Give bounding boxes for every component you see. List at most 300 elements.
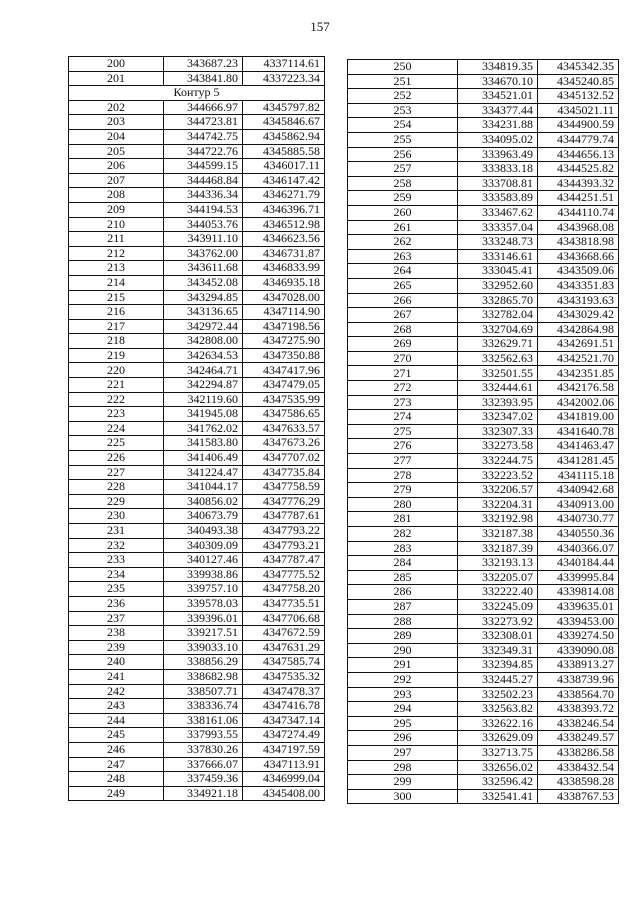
table-row: [69, 611, 325, 626]
table-row: [69, 596, 325, 611]
table-row: [348, 512, 619, 527]
y-coordinate: 4347028.00: [243, 290, 325, 305]
point-number: 219: [69, 348, 164, 363]
y-coordinate: 4346731.87: [243, 246, 325, 261]
y-coordinate: 4347793.22: [243, 524, 325, 539]
table-row: [348, 658, 619, 673]
y-coordinate: 4340550.36: [538, 527, 619, 542]
y-coordinate: 4347673.26: [243, 436, 325, 451]
y-coordinate: 4345846.67: [243, 115, 325, 130]
table-row: [69, 71, 325, 86]
x-coordinate: 344468.84: [164, 173, 243, 188]
x-coordinate: 344053.76: [164, 217, 243, 232]
y-coordinate: 4344525.82: [538, 162, 619, 177]
y-coordinate: 4346999.04: [243, 772, 325, 787]
x-coordinate: 342294.87: [164, 378, 243, 393]
y-coordinate: 4347775.52: [243, 567, 325, 582]
coordinates-table-right: [347, 59, 619, 804]
point-number: 241: [69, 669, 164, 684]
x-coordinate: 340856.02: [164, 494, 243, 509]
x-coordinate: 332307.33: [458, 424, 538, 439]
x-coordinate: 342119.60: [164, 392, 243, 407]
y-coordinate: 4347672.59: [243, 626, 325, 641]
x-coordinate: 342808.00: [164, 334, 243, 349]
point-number: 280: [348, 497, 458, 512]
point-number: 300: [348, 789, 458, 804]
table-row: [69, 524, 325, 539]
point-number: 287: [348, 599, 458, 614]
x-coordinate: 334231.88: [458, 118, 538, 133]
point-number: 269: [348, 337, 458, 352]
x-coordinate: 332629.09: [458, 731, 538, 746]
x-coordinate: 332541.41: [458, 789, 538, 804]
point-number: 258: [348, 176, 458, 191]
table-row: [348, 599, 619, 614]
point-number: 235: [69, 582, 164, 597]
point-number: 224: [69, 421, 164, 436]
y-coordinate: 4347197.59: [243, 742, 325, 757]
table-row: [348, 118, 619, 133]
x-coordinate: 332273.58: [458, 439, 538, 454]
table-row: [69, 509, 325, 524]
point-number: 253: [348, 103, 458, 118]
point-number: 239: [69, 640, 164, 655]
point-number: 277: [348, 454, 458, 469]
table-row: [348, 410, 619, 425]
y-coordinate: 4342864.98: [538, 322, 619, 337]
x-coordinate: 333583.89: [458, 191, 538, 206]
y-coordinate: 4342002.06: [538, 395, 619, 410]
y-coordinate: 4347787.61: [243, 509, 325, 524]
point-number: 204: [69, 129, 164, 144]
table-row: [348, 132, 619, 147]
y-coordinate: 4346833.99: [243, 261, 325, 276]
x-coordinate: 332205.07: [458, 570, 538, 585]
y-coordinate: 4347758.59: [243, 480, 325, 495]
y-coordinate: 4347776.29: [243, 494, 325, 509]
y-coordinate: 4338286.58: [538, 745, 619, 760]
point-number: 210: [69, 217, 164, 232]
table-row: [348, 454, 619, 469]
point-number: 248: [69, 772, 164, 787]
point-number: 209: [69, 202, 164, 217]
x-coordinate: 334819.35: [458, 60, 538, 75]
y-coordinate: 4338249.57: [538, 731, 619, 746]
x-coordinate: 338856.29: [164, 655, 243, 670]
point-number: 299: [348, 775, 458, 790]
point-number: 265: [348, 278, 458, 293]
table-row: [348, 249, 619, 264]
y-coordinate: 4338246.54: [538, 716, 619, 731]
table-row: [348, 760, 619, 775]
table-row: [69, 713, 325, 728]
point-number: 297: [348, 745, 458, 760]
point-number: 290: [348, 643, 458, 658]
table-row: [69, 407, 325, 422]
table-row: [69, 626, 325, 641]
point-number: 270: [348, 351, 458, 366]
point-number: 264: [348, 264, 458, 279]
table-row: [69, 640, 325, 655]
x-coordinate: 337830.26: [164, 742, 243, 757]
y-coordinate: 4338598.28: [538, 775, 619, 790]
y-coordinate: 4347478.37: [243, 684, 325, 699]
x-coordinate: 343911.10: [164, 232, 243, 247]
point-number: 226: [69, 451, 164, 466]
y-coordinate: 4338393.72: [538, 702, 619, 717]
y-coordinate: 4344393.32: [538, 176, 619, 191]
y-coordinate: 4343968.08: [538, 220, 619, 235]
table-row: [348, 483, 619, 498]
y-coordinate: 4347347.14: [243, 713, 325, 728]
x-coordinate: 340309.09: [164, 538, 243, 553]
table-row: [69, 188, 325, 203]
point-number: 292: [348, 672, 458, 687]
x-coordinate: 333467.62: [458, 205, 538, 220]
x-coordinate: 337993.55: [164, 728, 243, 743]
x-coordinate: 334921.18: [164, 786, 243, 801]
table-row: [348, 687, 619, 702]
point-number: 211: [69, 232, 164, 247]
x-coordinate: 332192.98: [458, 512, 538, 527]
page-number: 157: [310, 19, 330, 34]
table-row: [69, 363, 325, 378]
point-number: 278: [348, 468, 458, 483]
point-number: 240: [69, 655, 164, 670]
table-row: [69, 582, 325, 597]
table-row: [348, 191, 619, 206]
y-coordinate: 4339090.08: [538, 643, 619, 658]
table-row: [348, 308, 619, 323]
point-number: 220: [69, 363, 164, 378]
y-coordinate: 4344656.13: [538, 147, 619, 162]
point-number: 201: [69, 71, 164, 86]
point-number: 233: [69, 553, 164, 568]
x-coordinate: 332245.09: [458, 599, 538, 614]
y-coordinate: 4345408.00: [243, 786, 325, 801]
point-number: 291: [348, 658, 458, 673]
x-coordinate: 343762.00: [164, 246, 243, 261]
y-coordinate: 4341281.45: [538, 454, 619, 469]
y-coordinate: 4347114.90: [243, 305, 325, 320]
point-number: 227: [69, 465, 164, 480]
table-row: [348, 381, 619, 396]
y-coordinate: 4339635.01: [538, 599, 619, 614]
x-coordinate: 333833.18: [458, 162, 538, 177]
y-coordinate: 4340730.77: [538, 512, 619, 527]
point-number: 293: [348, 687, 458, 702]
table-row: [348, 789, 619, 804]
x-coordinate: 339033.10: [164, 640, 243, 655]
point-number: 256: [348, 147, 458, 162]
y-coordinate: 4338739.96: [538, 672, 619, 687]
y-coordinate: 4347631.29: [243, 640, 325, 655]
table-row: [348, 643, 619, 658]
x-coordinate: 332622.16: [458, 716, 538, 731]
table-row: [348, 672, 619, 687]
table-row: [69, 772, 325, 787]
section-row: [69, 86, 325, 101]
x-coordinate: 332223.52: [458, 468, 538, 483]
table-row: [69, 421, 325, 436]
point-number: 268: [348, 322, 458, 337]
table-row: [348, 541, 619, 556]
table-row: [69, 144, 325, 159]
y-coordinate: 4338767.53: [538, 789, 619, 804]
point-number: 205: [69, 144, 164, 159]
point-number: 283: [348, 541, 458, 556]
table-row: [348, 497, 619, 512]
x-coordinate: 343136.65: [164, 305, 243, 320]
x-coordinate: 332562.63: [458, 351, 538, 366]
table-row: [69, 655, 325, 670]
y-coordinate: 4343818.98: [538, 235, 619, 250]
y-coordinate: 4337114.61: [243, 57, 325, 72]
x-coordinate: 339757.10: [164, 582, 243, 597]
x-coordinate: 334670.10: [458, 74, 538, 89]
y-coordinate: 4338913.27: [538, 658, 619, 673]
y-coordinate: 4346623.56: [243, 232, 325, 247]
table-row: [69, 553, 325, 568]
y-coordinate: 4345132.52: [538, 89, 619, 104]
y-coordinate: 4341463.47: [538, 439, 619, 454]
table-row: [69, 684, 325, 699]
table-row: [348, 716, 619, 731]
x-coordinate: 341762.02: [164, 421, 243, 436]
x-coordinate: 343452.08: [164, 275, 243, 290]
x-coordinate: 337666.07: [164, 757, 243, 772]
x-coordinate: 333248.73: [458, 235, 538, 250]
y-coordinate: 4339453.00: [538, 614, 619, 629]
point-number: 244: [69, 713, 164, 728]
table-row: [69, 246, 325, 261]
x-coordinate: 344336.34: [164, 188, 243, 203]
point-number: 284: [348, 556, 458, 571]
x-coordinate: 339578.03: [164, 596, 243, 611]
table-row: [348, 570, 619, 585]
table-row: [348, 337, 619, 352]
point-number: 255: [348, 132, 458, 147]
y-coordinate: 4344110.74: [538, 205, 619, 220]
x-coordinate: 339938.86: [164, 567, 243, 582]
table-row: [348, 775, 619, 790]
point-number: 225: [69, 436, 164, 451]
x-coordinate: 340127.46: [164, 553, 243, 568]
y-coordinate: 4341819.00: [538, 410, 619, 425]
x-coordinate: 333146.61: [458, 249, 538, 264]
y-coordinate: 4339814.08: [538, 585, 619, 600]
table-row: [69, 159, 325, 174]
table-row: [69, 757, 325, 772]
point-number: 207: [69, 173, 164, 188]
point-number: 298: [348, 760, 458, 775]
table-row: [69, 451, 325, 466]
point-number: 262: [348, 235, 458, 250]
x-coordinate: 338336.74: [164, 699, 243, 714]
y-coordinate: 4347707.02: [243, 451, 325, 466]
table-row: [69, 275, 325, 290]
x-coordinate: 341044.17: [164, 480, 243, 495]
point-number: 242: [69, 684, 164, 699]
y-coordinate: 4340184.44: [538, 556, 619, 571]
table-row: [348, 235, 619, 250]
table-row: [69, 319, 325, 334]
x-coordinate: 332444.61: [458, 381, 538, 396]
x-coordinate: 341583.80: [164, 436, 243, 451]
point-number: 288: [348, 614, 458, 629]
x-coordinate: 332349.31: [458, 643, 538, 658]
x-coordinate: 343841.80: [164, 71, 243, 86]
x-coordinate: 332563.82: [458, 702, 538, 717]
x-coordinate: 338507.71: [164, 684, 243, 699]
point-number: 281: [348, 512, 458, 527]
y-coordinate: 4340942.68: [538, 483, 619, 498]
x-coordinate: 332347.02: [458, 410, 538, 425]
point-number: 250: [348, 60, 458, 75]
y-coordinate: 4346017.11: [243, 159, 325, 174]
table-row: [348, 556, 619, 571]
y-coordinate: 4340366.07: [538, 541, 619, 556]
x-coordinate: 332244.75: [458, 454, 538, 469]
x-coordinate: 342464.71: [164, 363, 243, 378]
table-row: [69, 436, 325, 451]
point-number: 237: [69, 611, 164, 626]
table-row: [348, 585, 619, 600]
y-coordinate: 4339274.50: [538, 629, 619, 644]
x-coordinate: 332308.01: [458, 629, 538, 644]
x-coordinate: 332187.39: [458, 541, 538, 556]
y-coordinate: 4341115.18: [538, 468, 619, 483]
point-number: 267: [348, 308, 458, 323]
x-coordinate: 332952.60: [458, 278, 538, 293]
x-coordinate: 342972.44: [164, 319, 243, 334]
table-row: [69, 115, 325, 130]
table-row: [348, 147, 619, 162]
table-row: [348, 745, 619, 760]
coordinates-table-left: [68, 56, 325, 801]
y-coordinate: 4346935.18: [243, 275, 325, 290]
point-number: 245: [69, 728, 164, 743]
y-coordinate: 4345885.58: [243, 144, 325, 159]
point-number: 271: [348, 366, 458, 381]
table-row: [69, 494, 325, 509]
table-row: [69, 261, 325, 276]
y-coordinate: 4347535.99: [243, 392, 325, 407]
point-number: 200: [69, 57, 164, 72]
x-coordinate: 339217.51: [164, 626, 243, 641]
table-row: [69, 538, 325, 553]
x-coordinate: 333708.81: [458, 176, 538, 191]
y-coordinate: 4346271.79: [243, 188, 325, 203]
point-number: 221: [69, 378, 164, 393]
x-coordinate: 344194.53: [164, 202, 243, 217]
y-coordinate: 4344779.74: [538, 132, 619, 147]
table-row: [69, 290, 325, 305]
y-coordinate: 4343193.63: [538, 293, 619, 308]
point-number: 215: [69, 290, 164, 305]
table-row: [69, 480, 325, 495]
table-row: [348, 439, 619, 454]
point-number: 202: [69, 100, 164, 115]
point-number: 266: [348, 293, 458, 308]
point-number: 222: [69, 392, 164, 407]
table-row: [348, 264, 619, 279]
x-coordinate: 333045.41: [458, 264, 538, 279]
x-coordinate: 332782.04: [458, 308, 538, 323]
table-row: [348, 162, 619, 177]
table-row: [69, 378, 325, 393]
x-coordinate: 343687.23: [164, 57, 243, 72]
y-coordinate: 4342691.51: [538, 337, 619, 352]
point-number: 276: [348, 439, 458, 454]
table-row: [69, 173, 325, 188]
point-number: 259: [348, 191, 458, 206]
x-coordinate: 332193.13: [458, 556, 538, 571]
point-number: 218: [69, 334, 164, 349]
x-coordinate: 332865.70: [458, 293, 538, 308]
y-coordinate: 4347735.84: [243, 465, 325, 480]
y-coordinate: 4346512.98: [243, 217, 325, 232]
point-number: 294: [348, 702, 458, 717]
table-row: [348, 293, 619, 308]
table-row: [348, 278, 619, 293]
point-number: 272: [348, 381, 458, 396]
x-coordinate: 332596.42: [458, 775, 538, 790]
point-number: 203: [69, 115, 164, 130]
point-number: 216: [69, 305, 164, 320]
point-number: 236: [69, 596, 164, 611]
point-number: 238: [69, 626, 164, 641]
y-coordinate: 4342176.58: [538, 381, 619, 396]
x-coordinate: 333963.49: [458, 147, 538, 162]
x-coordinate: 343294.85: [164, 290, 243, 305]
y-coordinate: 4347735.51: [243, 596, 325, 611]
table-row: [69, 699, 325, 714]
point-number: 230: [69, 509, 164, 524]
point-number: 231: [69, 524, 164, 539]
x-coordinate: 341406.49: [164, 451, 243, 466]
y-coordinate: 4343668.66: [538, 249, 619, 264]
x-coordinate: 334095.02: [458, 132, 538, 147]
point-number: 247: [69, 757, 164, 772]
table-row: [348, 205, 619, 220]
point-number: 252: [348, 89, 458, 104]
y-coordinate: 4340913.00: [538, 497, 619, 512]
y-coordinate: 4339995.84: [538, 570, 619, 585]
table-row: [348, 629, 619, 644]
x-coordinate: 344722.76: [164, 144, 243, 159]
table-row: [69, 728, 325, 743]
y-coordinate: 4347585.74: [243, 655, 325, 670]
y-coordinate: 4347586.65: [243, 407, 325, 422]
section-label: Контур 5: [69, 86, 325, 101]
y-coordinate: 4343029.42: [538, 308, 619, 323]
table-row: [69, 100, 325, 115]
point-number: 285: [348, 570, 458, 585]
table-row: [348, 220, 619, 235]
table-row: [69, 232, 325, 247]
x-coordinate: 340673.79: [164, 509, 243, 524]
point-number: 296: [348, 731, 458, 746]
x-coordinate: 334521.01: [458, 89, 538, 104]
y-coordinate: 4342351.85: [538, 366, 619, 381]
table-row: [69, 669, 325, 684]
table-row: [69, 348, 325, 363]
x-coordinate: 344599.15: [164, 159, 243, 174]
point-number: 289: [348, 629, 458, 644]
point-number: 275: [348, 424, 458, 439]
y-coordinate: 4347706.68: [243, 611, 325, 626]
